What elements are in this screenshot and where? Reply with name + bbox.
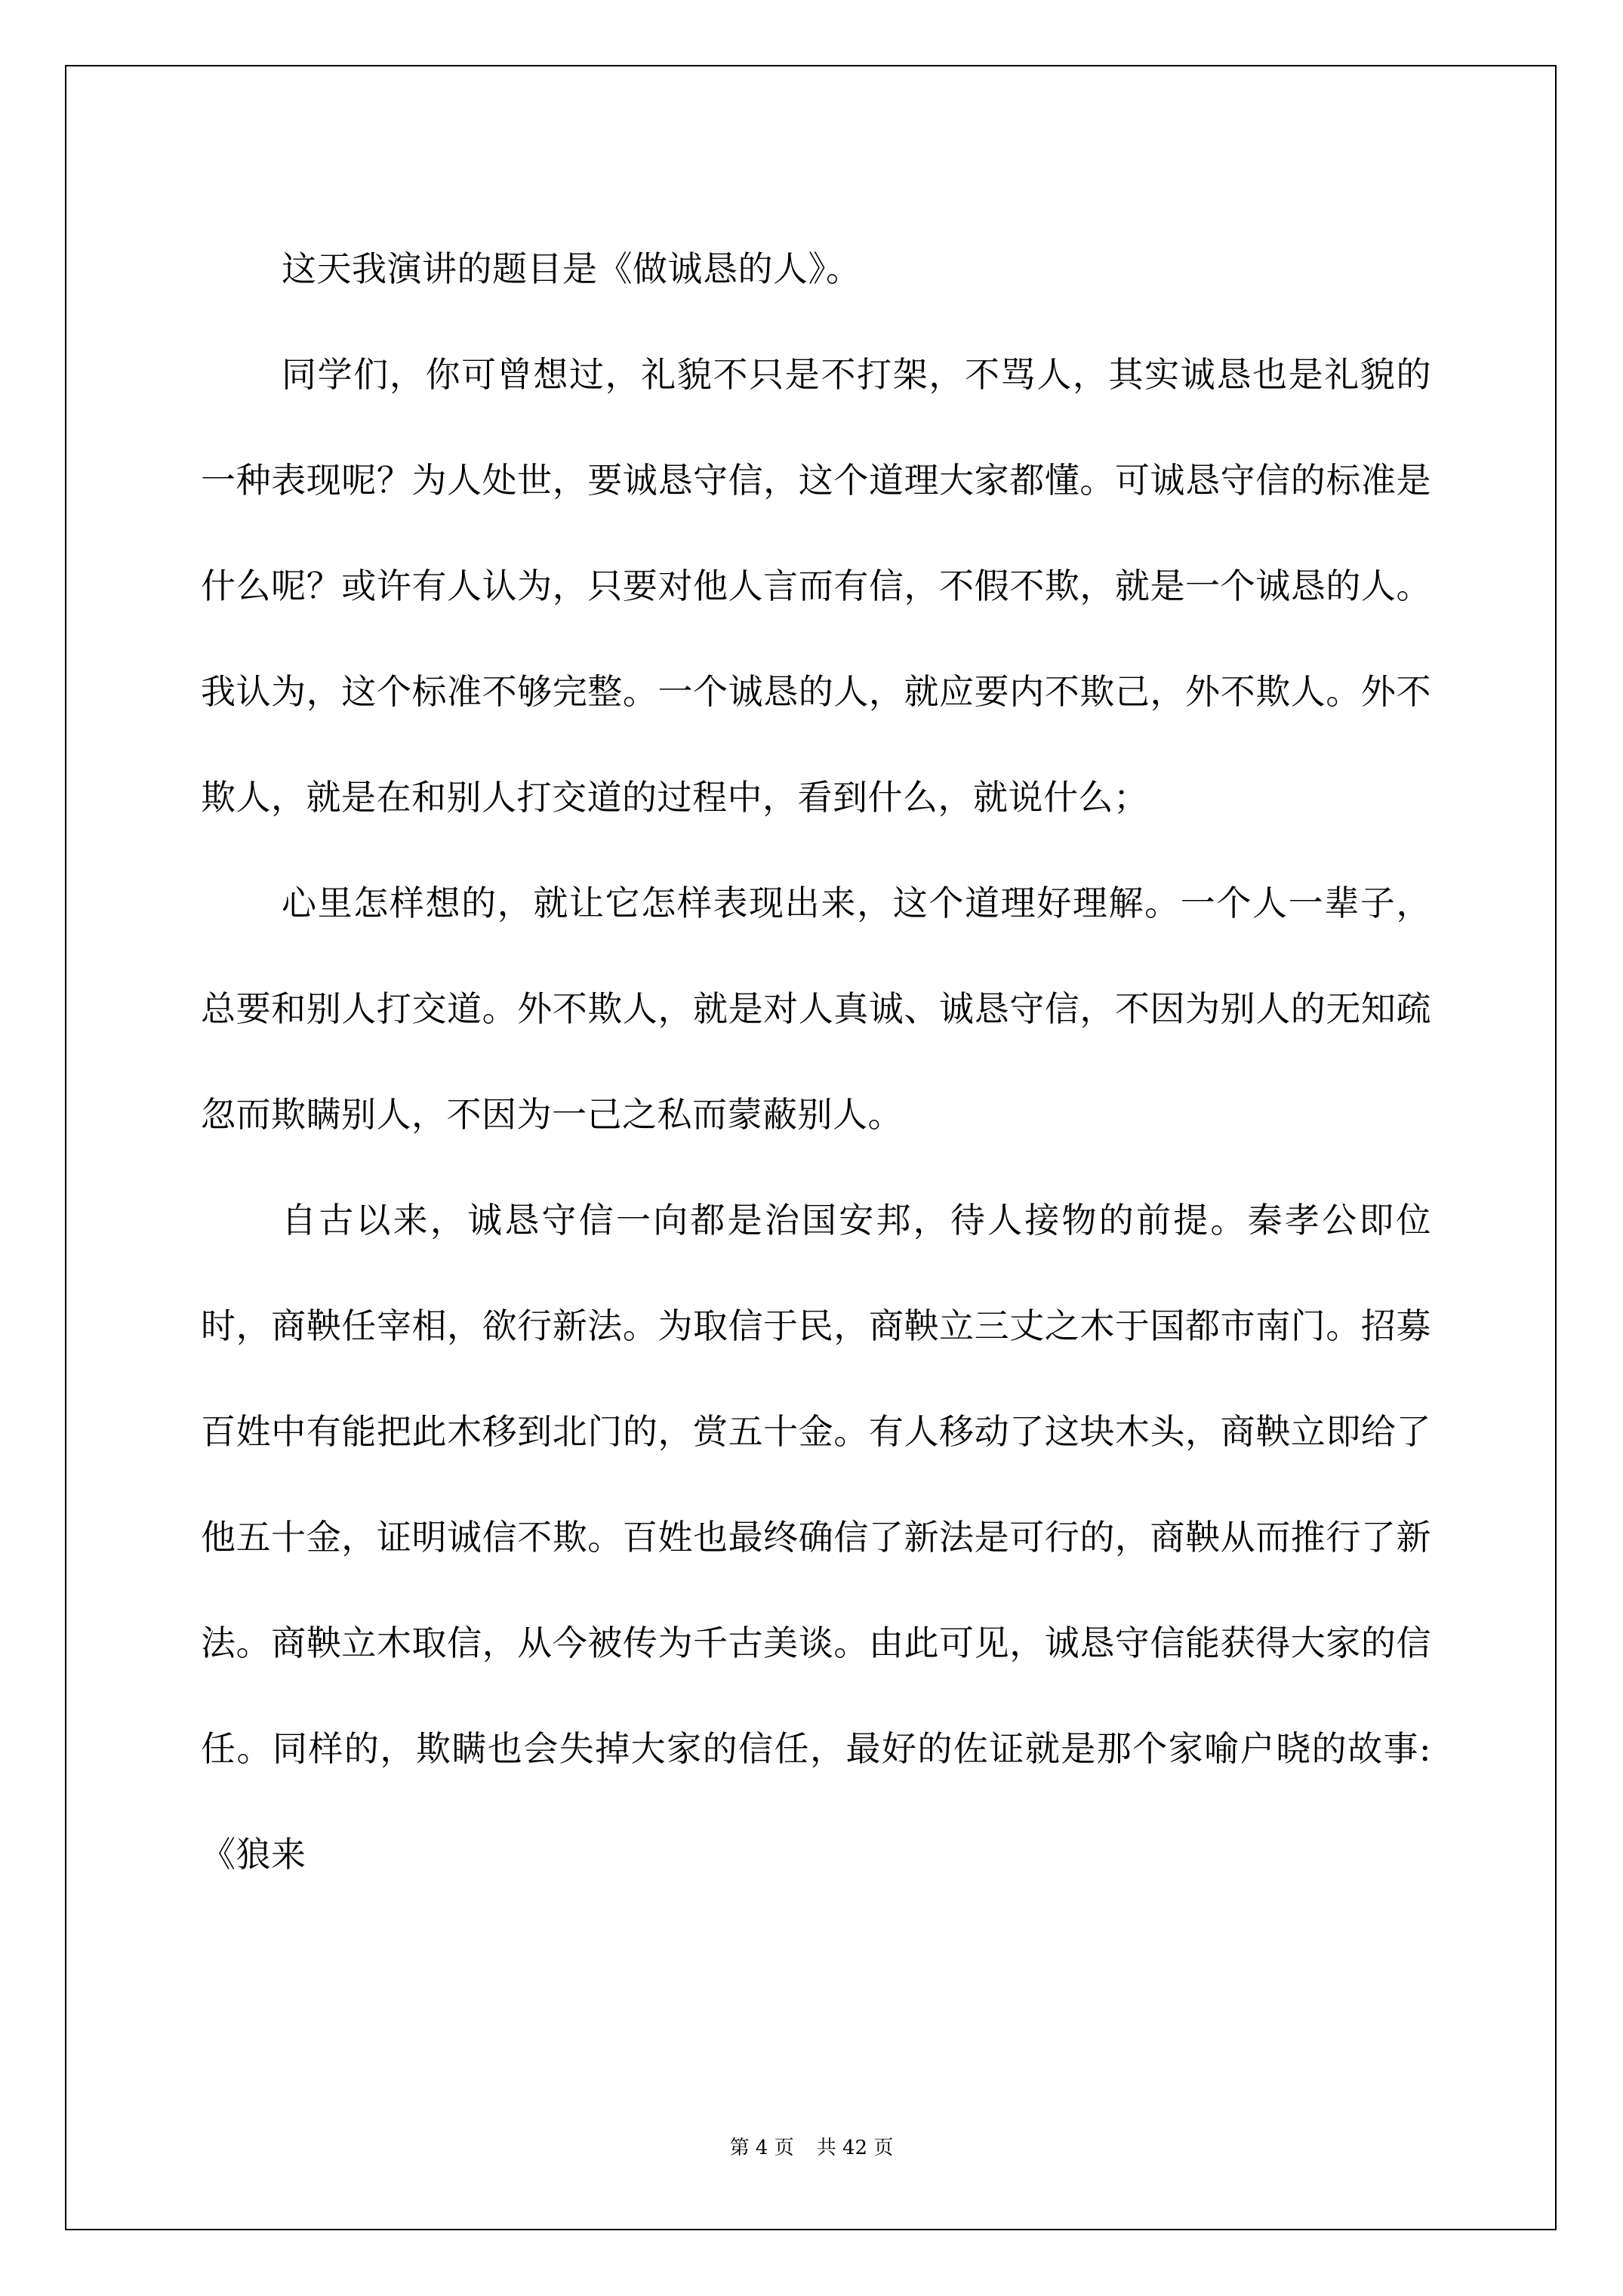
paragraph-outward-honesty: 心里怎样想的，就让它怎样表现出来，这个道理好理解。一个人一辈子，总要和别人打交道。外不欺人，就是对人真诚、诚恳守信，不因为别人的无知疏忽而欺瞒别人，不因为一己之私而蒙蔽别人。	[201, 883, 1431, 1135]
paragraph-title-intro: 这天我演讲的题目是《做诚恳的人》。	[282, 248, 861, 289]
document-body	[201, 216, 1431, 1907]
page-number: 第 4 页	[729, 2137, 794, 2159]
page-footer	[0, 2133, 1623, 2163]
paragraph-honesty-standard: 同学们，你可曾想过，礼貌不只是不打架，不骂人，其实诚恳也是礼貌的一种表现呢？为人处世，要诚恳守信，这个道理大家都懂。可诚恳守信的标准是什么呢？或许有人认为，只要对他人言而有信，不假不欺，就是一个诚恳的人。我认为，这个标准不够完整。一个诚恳的人，就应要内不欺己，外不欺人。外不欺人，就是在和别人打交道的过程中，看到什么，就说什么；	[201, 354, 1431, 818]
page-total: 共 42 页	[816, 2137, 894, 2159]
paragraph-shang-yang-story: 自古以来，诚恳守信一向都是治国安邦，待人接物的前提。秦孝公即位时，商鞅任宰相，欲行新法。为取信于民，商鞅立三丈之木于国都市南门。招募百姓中有能把此木移到北门的，赏五十金。有人移动了这块木头，商鞅立即给了他五十金，证明诚信不欺。百姓也最终确信了新法是可行的，商鞅从而推行了新法。商鞅立木取信，从今被传为千古美谈。由此可见，诚恳守信能获得大家的信任。同样的，欺瞒也会失掉大家的信任，最好的佐证就是那个家喻户晓的故事:《狼来	[201, 1200, 1431, 1875]
